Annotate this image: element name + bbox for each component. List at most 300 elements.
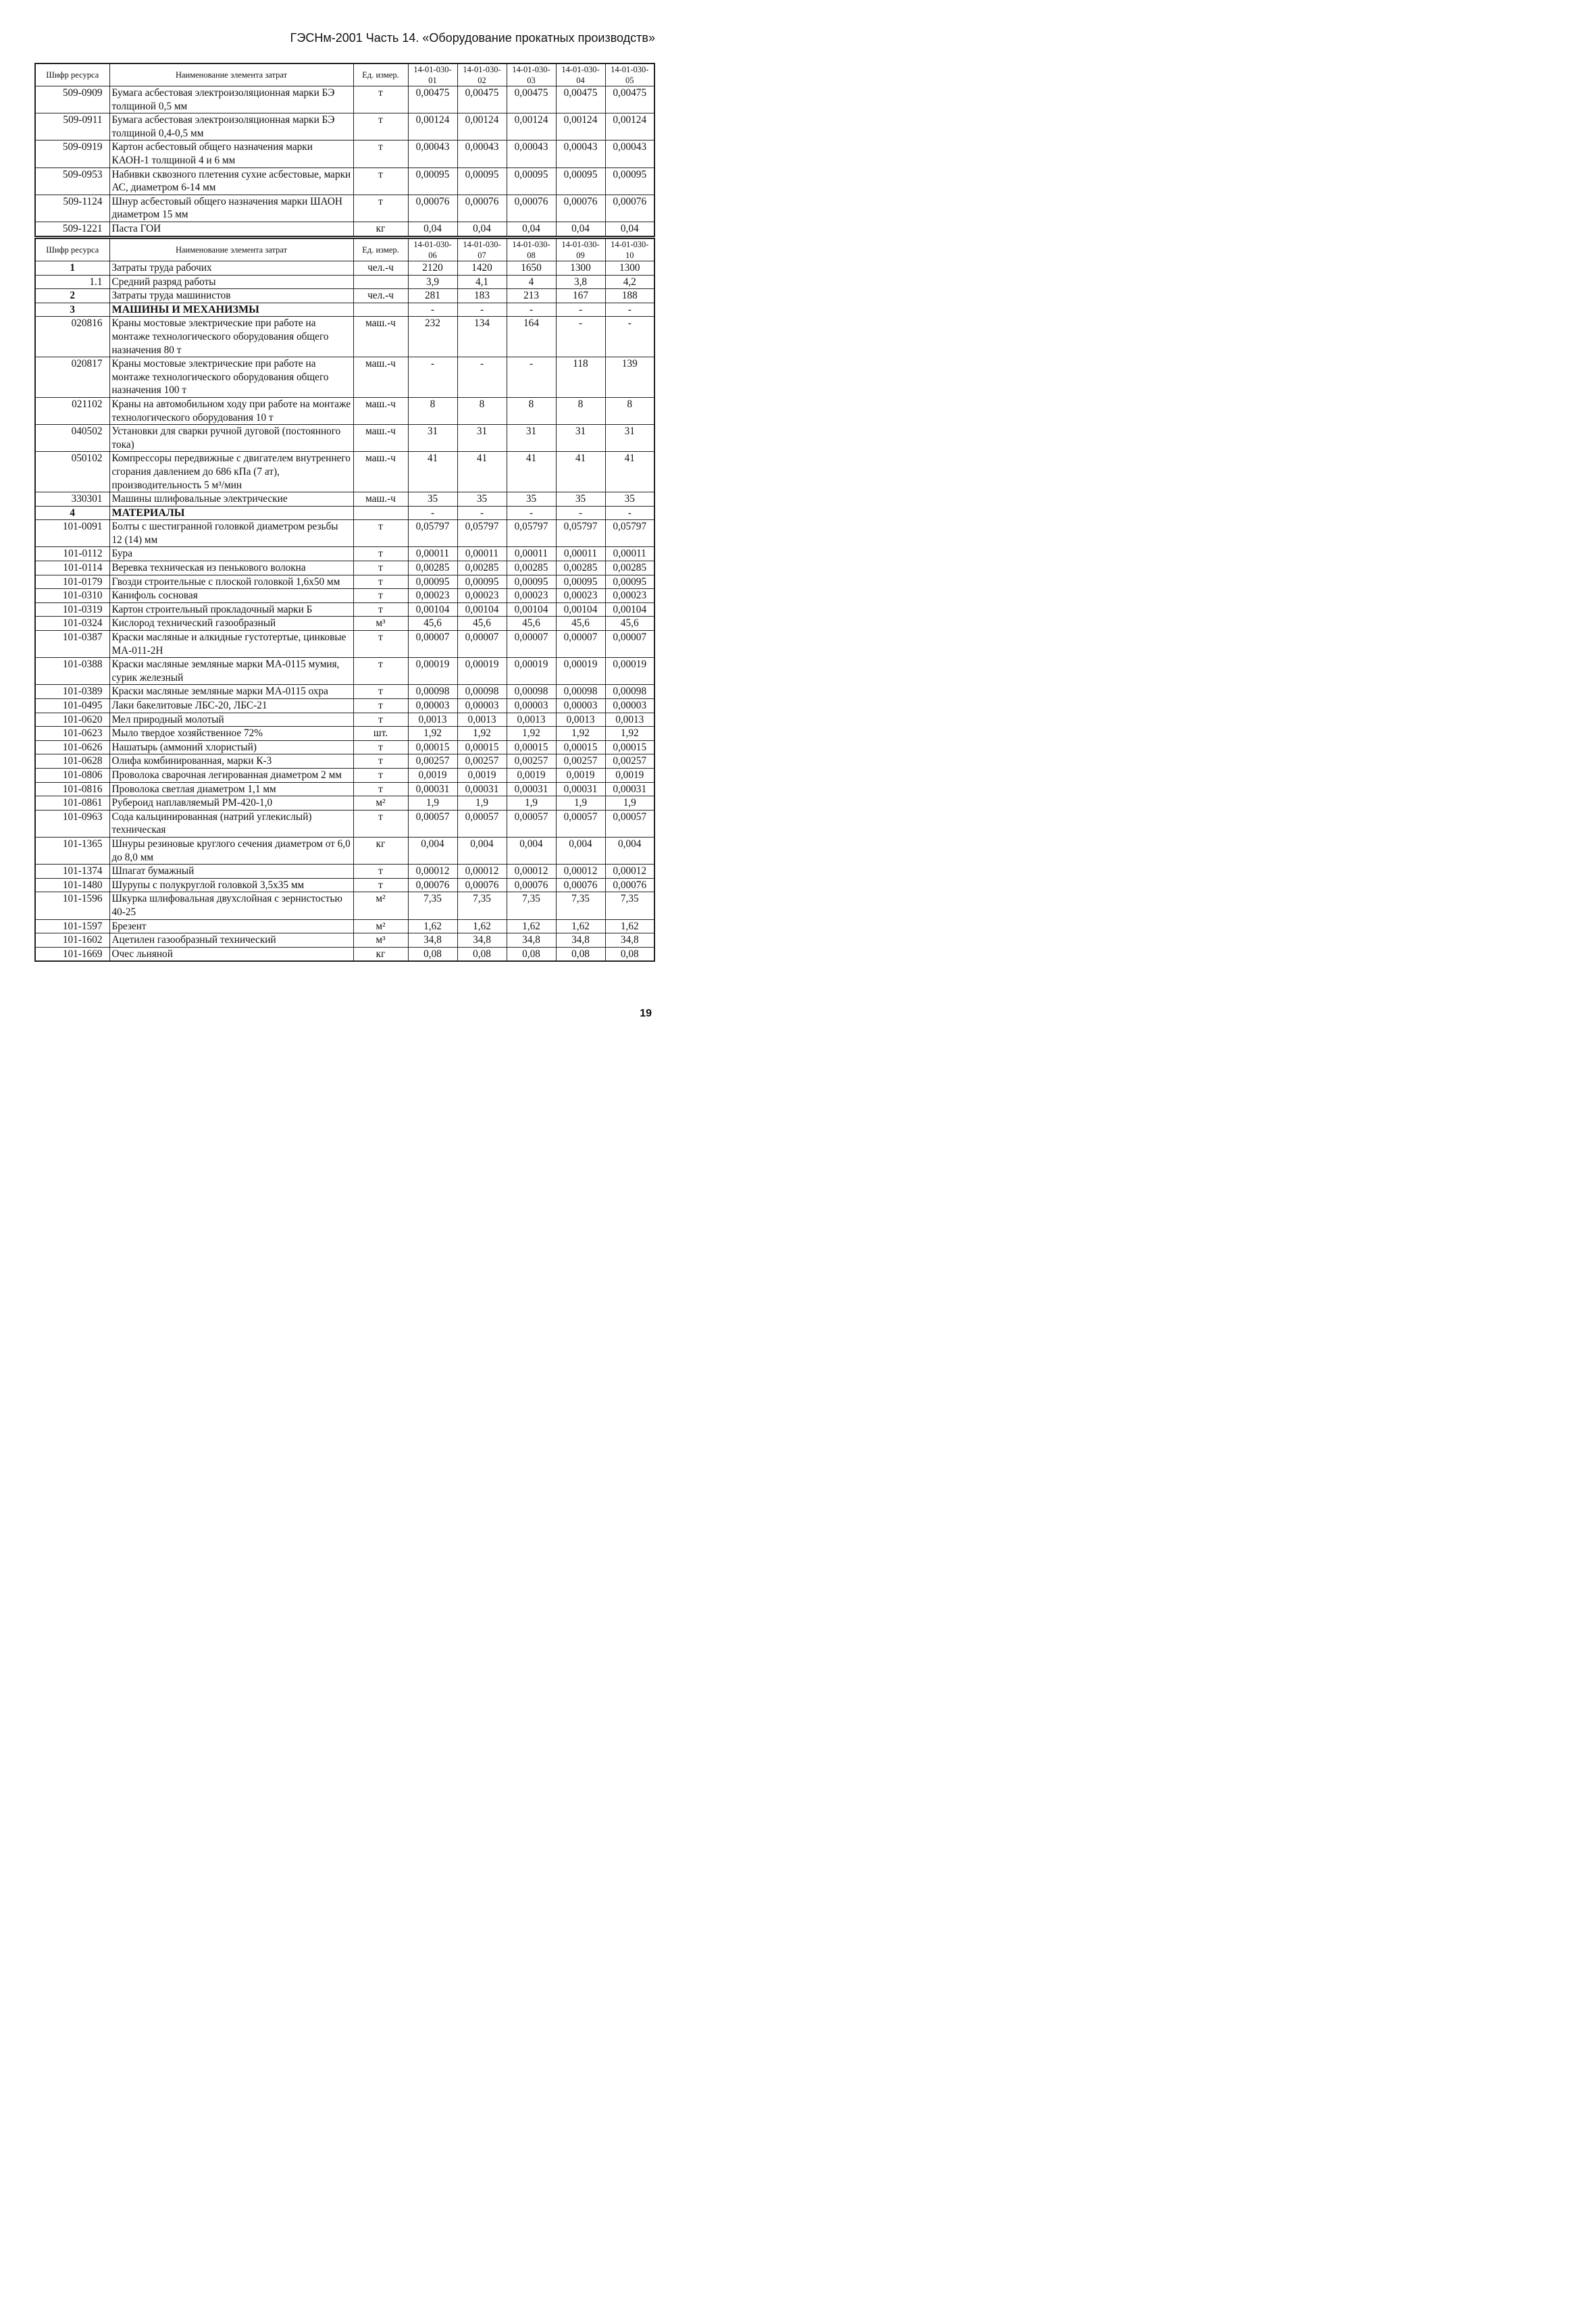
cell-value: 0,00023 — [507, 589, 556, 603]
table-header-row — [35, 63, 654, 86]
cell-name: Гвозди строительные с плоской головкой 1,6х50 мм — [109, 575, 353, 589]
cell-name: Картон асбестовый общего назначения марки КАОН-1 толщиной 4 и 6 мм — [109, 140, 353, 168]
cell-value: 0,05797 — [457, 520, 507, 547]
table-header-row — [35, 238, 654, 261]
cell-value: 0,00257 — [556, 754, 605, 769]
cell-value: - — [605, 303, 654, 317]
cell-value: 0,00104 — [408, 602, 457, 617]
cell-value: 134 — [457, 317, 507, 357]
page-number: 19 — [640, 1008, 652, 1019]
cell-value: 0,00257 — [457, 754, 507, 769]
cell-value: 0,00076 — [605, 195, 654, 222]
cell-code: 101-1374 — [35, 865, 109, 879]
cell-value: - — [507, 506, 556, 520]
cell-unit: м² — [353, 919, 408, 933]
cell-unit: маш.-ч — [353, 397, 408, 424]
cell-unit: м² — [353, 796, 408, 811]
cell-unit: м² — [353, 892, 408, 919]
cell-value: 0,00011 — [408, 547, 457, 561]
cell-value: 1,9 — [605, 796, 654, 811]
cell-name: Олифа комбинированная, марки К-3 — [109, 754, 353, 769]
cell-unit: т — [353, 589, 408, 603]
cell-name: Шурупы с полукруглой головкой 3,5х35 мм — [109, 878, 353, 892]
table-row — [35, 113, 654, 140]
cell-value: 0,00007 — [507, 631, 556, 658]
cell-unit: т — [353, 878, 408, 892]
table-row — [35, 589, 654, 603]
cell-value: 0,00043 — [507, 140, 556, 168]
cell-value: 0,00057 — [507, 810, 556, 837]
cell-value: - — [457, 506, 507, 520]
cell-value: 0,00015 — [605, 740, 654, 754]
header-unit: Ед. измер. — [353, 238, 408, 261]
cell-value: 0,00095 — [408, 575, 457, 589]
cell-name: Мел природный молотый — [109, 713, 353, 727]
cell-value: 0,00076 — [507, 878, 556, 892]
cell-value: 1300 — [605, 261, 654, 276]
cell-name: Шнур асбестовый общего назначения марки ШАОН диаметром 15 мм — [109, 195, 353, 222]
cell-name: Машины шлифовальные электрические — [109, 492, 353, 507]
cell-name: Очес льняной — [109, 947, 353, 961]
cell-value: 0,00043 — [457, 140, 507, 168]
cell-value: - — [556, 317, 605, 357]
table-row — [35, 397, 654, 424]
cell-code: 101-1596 — [35, 892, 109, 919]
table-row — [35, 782, 654, 796]
cell-value: 0,00012 — [605, 865, 654, 879]
cell-value: 0,00007 — [556, 631, 605, 658]
cell-name: Веревка техническая из пенькового волокна — [109, 561, 353, 575]
cell-value: 0,00007 — [605, 631, 654, 658]
cell-code: 101-1480 — [35, 878, 109, 892]
header-unit: Ед. измер. — [353, 63, 408, 86]
cell-unit: т — [353, 113, 408, 140]
cell-name: Болты с шестигранной головкой диаметром резьбы 12 (14) мм — [109, 520, 353, 547]
cell-value: 1,92 — [457, 727, 507, 741]
cell-value: 0,00124 — [507, 113, 556, 140]
cell-code: 101-0389 — [35, 685, 109, 699]
cell-value: 281 — [408, 289, 457, 303]
cell-name: Краны мостовые электрические при работе на монтаже технологического оборудования общего назначения 100 т — [109, 357, 353, 398]
cell-code: 101-0861 — [35, 796, 109, 811]
cell-unit: маш.-ч — [353, 317, 408, 357]
table-row — [35, 740, 654, 754]
cell-value: 0,05797 — [507, 520, 556, 547]
cell-code: 101-0112 — [35, 547, 109, 561]
cell-value: 139 — [605, 357, 654, 398]
cell-code: 101-0319 — [35, 602, 109, 617]
table-row — [35, 865, 654, 879]
table-row — [35, 86, 654, 113]
cell-code: 101-0806 — [35, 768, 109, 782]
cell-name: Шпагат бумажный — [109, 865, 353, 879]
header-code: Шифр ресурса — [35, 63, 109, 86]
cell-value: 41 — [457, 452, 507, 492]
cell-name: Затраты труда машинистов — [109, 289, 353, 303]
cell-value: 1,62 — [605, 919, 654, 933]
table-row — [35, 796, 654, 811]
cell-code: 101-0628 — [35, 754, 109, 769]
cell-value: 1650 — [507, 261, 556, 276]
cell-value: 0,00257 — [408, 754, 457, 769]
cell-value: 0,00003 — [457, 699, 507, 713]
cell-name: Шнуры резиновые круглого сечения диаметром от 6,0 до 8,0 мм — [109, 837, 353, 864]
cell-name: Мыло твердое хозяйственное 72% — [109, 727, 353, 741]
cell-value: 0,00031 — [457, 782, 507, 796]
cell-value: 1300 — [556, 261, 605, 276]
cell-value: 7,35 — [507, 892, 556, 919]
cell-code: 101-0495 — [35, 699, 109, 713]
cell-name: Паста ГОИ — [109, 222, 353, 236]
cell-value: 0,00023 — [457, 589, 507, 603]
cell-value: 35 — [507, 492, 556, 507]
cell-value: - — [408, 303, 457, 317]
table-row — [35, 357, 654, 398]
cell-value: 0,00095 — [507, 575, 556, 589]
cell-value: 0,00011 — [507, 547, 556, 561]
cell-unit: кг — [353, 222, 408, 236]
cell-unit: т — [353, 561, 408, 575]
cell-value: 0,05797 — [408, 520, 457, 547]
header-col-1: 14-01-030-01 — [408, 63, 457, 86]
cell-value: 7,35 — [605, 892, 654, 919]
cell-code: 101-0387 — [35, 631, 109, 658]
cell-code: 101-0623 — [35, 727, 109, 741]
cell-code: 4 — [35, 506, 109, 520]
cell-value: 0,00011 — [605, 547, 654, 561]
cell-value: 0,00104 — [556, 602, 605, 617]
cell-code: 101-0114 — [35, 561, 109, 575]
cell-value: 1420 — [457, 261, 507, 276]
cell-code: 101-0963 — [35, 810, 109, 837]
section-row — [35, 261, 654, 276]
cell-name: Затраты труда рабочих — [109, 261, 353, 276]
header-col-5: 14-01-030-10 — [605, 238, 654, 261]
cell-value: 0,00003 — [507, 699, 556, 713]
table-row — [35, 275, 654, 289]
cell-unit: т — [353, 195, 408, 222]
header-col-1: 14-01-030-06 — [408, 238, 457, 261]
cell-name: Краски масляные и алкидные густотертые, цинковые МА-011-2Н — [109, 631, 353, 658]
cell-value: 41 — [605, 452, 654, 492]
cell-code: 101-1669 — [35, 947, 109, 961]
cell-code: 101-1602 — [35, 933, 109, 948]
header-col-4: 14-01-030-04 — [556, 63, 605, 86]
table-row — [35, 492, 654, 507]
cell-value: 0,0013 — [556, 713, 605, 727]
table-row — [35, 878, 654, 892]
cell-value: - — [408, 357, 457, 398]
cell-value: 1,9 — [556, 796, 605, 811]
cell-code: 509-0953 — [35, 168, 109, 195]
cell-value: 0,00098 — [556, 685, 605, 699]
cell-value: 0,0013 — [457, 713, 507, 727]
cell-value: 0,004 — [605, 837, 654, 864]
cell-value: 183 — [457, 289, 507, 303]
cell-unit: т — [353, 754, 408, 769]
cell-unit: т — [353, 699, 408, 713]
cell-value: 0,00076 — [556, 878, 605, 892]
cell-value: 31 — [605, 425, 654, 452]
cell-value: 118 — [556, 357, 605, 398]
cell-name: Установки для сварки ручной дуговой (постоянного тока) — [109, 425, 353, 452]
cell-value: 0,00124 — [605, 113, 654, 140]
cell-value: 0,00031 — [605, 782, 654, 796]
cell-value: 0,00043 — [556, 140, 605, 168]
cell-unit: т — [353, 547, 408, 561]
table-row — [35, 768, 654, 782]
cell-value: 0,0019 — [457, 768, 507, 782]
table-row — [35, 195, 654, 222]
cell-value: 0,00475 — [605, 86, 654, 113]
cell-value: 0,0013 — [605, 713, 654, 727]
cell-value: 0,00095 — [605, 575, 654, 589]
header-col-3: 14-01-030-08 — [507, 238, 556, 261]
cell-value: 167 — [556, 289, 605, 303]
cell-value: 0,00095 — [457, 168, 507, 195]
cell-value: - — [408, 506, 457, 520]
cell-code: 2 — [35, 289, 109, 303]
cell-unit: т — [353, 602, 408, 617]
cell-unit: т — [353, 658, 408, 685]
cell-value: 7,35 — [408, 892, 457, 919]
cell-value: 0,0019 — [408, 768, 457, 782]
cell-value: 0,0019 — [605, 768, 654, 782]
cell-value: 0,00057 — [605, 810, 654, 837]
cell-value: 34,8 — [408, 933, 457, 948]
cell-value: 0,00285 — [556, 561, 605, 575]
cell-value: 34,8 — [556, 933, 605, 948]
resource-table-2 — [34, 238, 655, 962]
resource-table-1 — [34, 63, 655, 237]
cell-value: 34,8 — [507, 933, 556, 948]
cell-name: Краны на автомобильном ходу при работе на монтаже технологического оборудования 10 т — [109, 397, 353, 424]
cell-value: 0,00076 — [457, 878, 507, 892]
cell-value: 0,00023 — [408, 589, 457, 603]
cell-unit: чел.-ч — [353, 289, 408, 303]
cell-code: 021102 — [35, 397, 109, 424]
cell-unit: маш.-ч — [353, 492, 408, 507]
header-col-2: 14-01-030-07 — [457, 238, 507, 261]
cell-value: 0,00285 — [507, 561, 556, 575]
cell-code: 101-1365 — [35, 837, 109, 864]
cell-value: 232 — [408, 317, 457, 357]
cell-value: 0,00076 — [408, 195, 457, 222]
cell-value: 0,00285 — [457, 561, 507, 575]
table-row — [35, 452, 654, 492]
cell-value: 34,8 — [605, 933, 654, 948]
table-row — [35, 658, 654, 685]
cell-name: Картон строительный прокладочный марки Б — [109, 602, 353, 617]
cell-value: 1,62 — [556, 919, 605, 933]
cell-name: Лаки бакелитовые ЛБС-20, ЛБС-21 — [109, 699, 353, 713]
cell-value: 0,00015 — [556, 740, 605, 754]
cell-value: 0,00012 — [408, 865, 457, 879]
cell-value: - — [605, 317, 654, 357]
cell-value: 0,00023 — [605, 589, 654, 603]
cell-value: 8 — [507, 397, 556, 424]
table-row — [35, 713, 654, 727]
cell-name: Бура — [109, 547, 353, 561]
cell-value: 0,00124 — [457, 113, 507, 140]
cell-unit: кг — [353, 947, 408, 961]
cell-value: 1,62 — [408, 919, 457, 933]
table-row — [35, 222, 654, 236]
cell-value: 0,05797 — [556, 520, 605, 547]
cell-unit: т — [353, 865, 408, 879]
cell-value: 0,00076 — [605, 878, 654, 892]
cell-value: 0,00031 — [507, 782, 556, 796]
cell-code: 040502 — [35, 425, 109, 452]
cell-code: 509-0909 — [35, 86, 109, 113]
cell-value: 0,00098 — [457, 685, 507, 699]
cell-value: 3,9 — [408, 275, 457, 289]
cell-value: 8 — [605, 397, 654, 424]
cell-name: Ацетилен газообразный технический — [109, 933, 353, 948]
cell-value: 0,00095 — [408, 168, 457, 195]
cell-name: Краны мостовые электрические при работе на монтаже технологического оборудования общего назначения 80 т — [109, 317, 353, 357]
cell-value: 0,08 — [408, 947, 457, 961]
cell-unit: т — [353, 810, 408, 837]
cell-value: 4 — [507, 275, 556, 289]
cell-value: - — [507, 303, 556, 317]
cell-value: 0,05797 — [605, 520, 654, 547]
header-col-3: 14-01-030-03 — [507, 63, 556, 86]
cell-value: 0,00015 — [408, 740, 457, 754]
cell-value: 0,00019 — [408, 658, 457, 685]
cell-value: 0,004 — [408, 837, 457, 864]
table-row — [35, 631, 654, 658]
table-row — [35, 892, 654, 919]
cell-value: 35 — [556, 492, 605, 507]
cell-code: 101-0179 — [35, 575, 109, 589]
cell-name: Средний разряд работы — [109, 275, 353, 289]
cell-value: 0,00003 — [556, 699, 605, 713]
header-code: Шифр ресурса — [35, 238, 109, 261]
cell-unit: т — [353, 86, 408, 113]
cell-value: 0,004 — [507, 837, 556, 864]
cell-name: МАТЕРИАЛЫ — [109, 506, 353, 520]
cell-value: - — [457, 303, 507, 317]
cell-code: 050102 — [35, 452, 109, 492]
cell-value: 0,00011 — [556, 547, 605, 561]
cell-value: 0,00475 — [408, 86, 457, 113]
cell-value: 188 — [605, 289, 654, 303]
header-col-4: 14-01-030-09 — [556, 238, 605, 261]
cell-value: 0,00043 — [408, 140, 457, 168]
cell-value: 0,00475 — [457, 86, 507, 113]
cell-name: Сода кальцинированная (натрий углекислый) техническая — [109, 810, 353, 837]
cell-value: 0,04 — [556, 222, 605, 236]
header-name: Наименование элемента затрат — [109, 238, 353, 261]
cell-code: 509-0911 — [35, 113, 109, 140]
cell-code: 101-0091 — [35, 520, 109, 547]
cell-value: 0,00124 — [408, 113, 457, 140]
cell-value: 0,00475 — [507, 86, 556, 113]
cell-code: 020817 — [35, 357, 109, 398]
table-row — [35, 140, 654, 168]
cell-name: Брезент — [109, 919, 353, 933]
cell-value: 0,0013 — [507, 713, 556, 727]
table-row — [35, 520, 654, 547]
cell-code: 101-1597 — [35, 919, 109, 933]
cell-value: 0,00031 — [408, 782, 457, 796]
cell-value: 0,00043 — [605, 140, 654, 168]
cell-name: Нашатырь (аммоний хлористый) — [109, 740, 353, 754]
cell-value: 0,00104 — [507, 602, 556, 617]
cell-unit: м³ — [353, 933, 408, 948]
cell-code: 3 — [35, 303, 109, 317]
cell-value: - — [457, 357, 507, 398]
cell-code: 1.1 — [35, 275, 109, 289]
cell-unit: т — [353, 713, 408, 727]
cell-value: 34,8 — [457, 933, 507, 948]
cell-value: 0,08 — [507, 947, 556, 961]
cell-value: 35 — [408, 492, 457, 507]
cell-value: 0,00475 — [556, 86, 605, 113]
cell-value: 0,00285 — [408, 561, 457, 575]
table-row — [35, 425, 654, 452]
cell-value: 0,00124 — [556, 113, 605, 140]
cell-unit: шт. — [353, 727, 408, 741]
cell-value: 0,00012 — [556, 865, 605, 879]
table-row — [35, 919, 654, 933]
cell-value: 7,35 — [556, 892, 605, 919]
table-row — [35, 837, 654, 864]
cell-value: 2120 — [408, 261, 457, 276]
cell-value: 41 — [556, 452, 605, 492]
cell-value: - — [556, 506, 605, 520]
cell-value: 0,00015 — [507, 740, 556, 754]
cell-value: 0,00098 — [408, 685, 457, 699]
table-row — [35, 561, 654, 575]
cell-value: 8 — [408, 397, 457, 424]
cell-code: 020816 — [35, 317, 109, 357]
cell-value: 0,00095 — [556, 575, 605, 589]
cell-value: 8 — [457, 397, 507, 424]
cell-value: 45,6 — [605, 617, 654, 631]
cell-value: 0,004 — [556, 837, 605, 864]
cell-name: Бумага асбестовая электроизоляционная марки БЭ толщиной 0,4-0,5 мм — [109, 113, 353, 140]
cell-value: 0,00023 — [556, 589, 605, 603]
cell-code: 101-0388 — [35, 658, 109, 685]
cell-value: 45,6 — [408, 617, 457, 631]
header-name: Наименование элемента затрат — [109, 63, 353, 86]
cell-value: 31 — [556, 425, 605, 452]
cell-value: 0,00015 — [457, 740, 507, 754]
cell-value: 0,00257 — [507, 754, 556, 769]
cell-name: Краски масляные земляные марки МА-0115 охра — [109, 685, 353, 699]
cell-name: МАШИНЫ И МЕХАНИЗМЫ — [109, 303, 353, 317]
cell-name: Проволока светлая диаметром 1,1 мм — [109, 782, 353, 796]
cell-value: - — [605, 506, 654, 520]
cell-value: 45,6 — [457, 617, 507, 631]
cell-value: 0,00098 — [605, 685, 654, 699]
page-header: ГЭСНм-2001 Часть 14. «Оборудование прокатных производств» — [290, 31, 655, 45]
cell-value: 0,00098 — [507, 685, 556, 699]
cell-name: Шкурка шлифовальная двухслойная с зернистостью 40-25 — [109, 892, 353, 919]
table-row — [35, 617, 654, 631]
cell-unit: т — [353, 520, 408, 547]
table-row — [35, 754, 654, 769]
header-col-2: 14-01-030-02 — [457, 63, 507, 86]
cell-value: 0,00012 — [457, 865, 507, 879]
cell-value: 0,00007 — [408, 631, 457, 658]
cell-value: 1,92 — [507, 727, 556, 741]
cell-code: 509-1124 — [35, 195, 109, 222]
cell-value: 0,00031 — [556, 782, 605, 796]
cell-value: 0,00095 — [457, 575, 507, 589]
